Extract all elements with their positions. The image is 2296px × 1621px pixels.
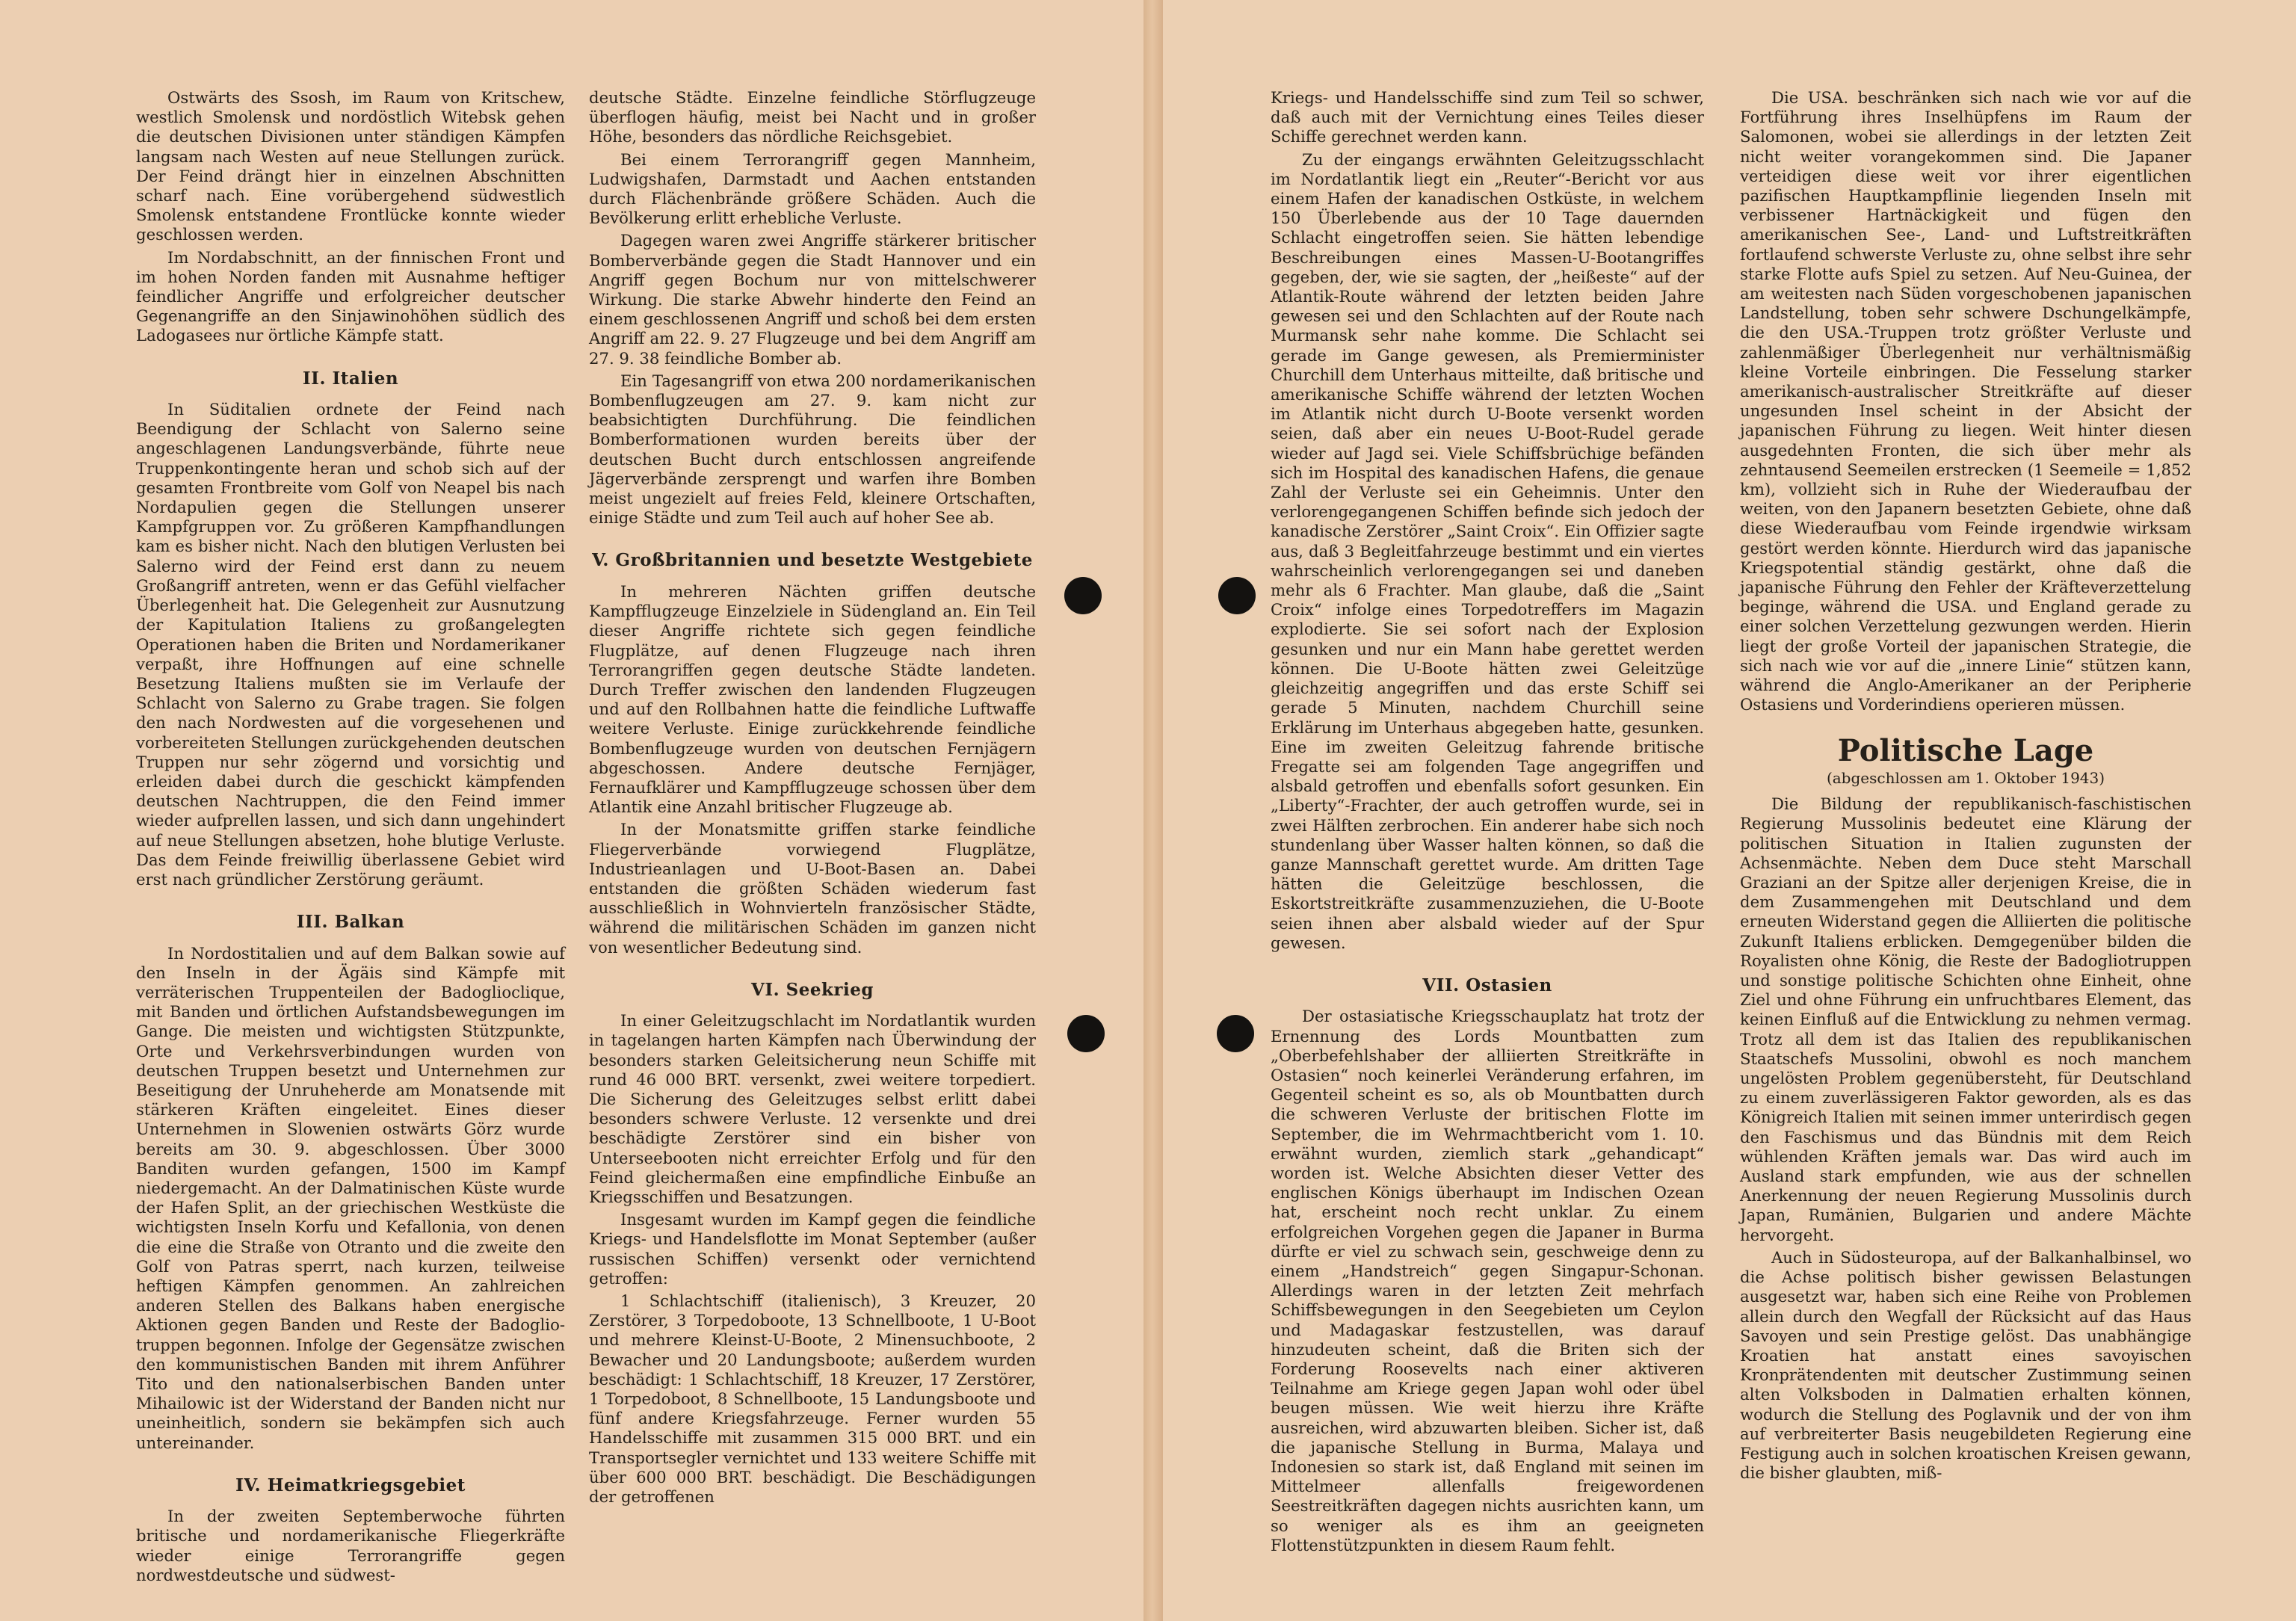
section-heading-ostasien: VII. Ostasien: [1422, 975, 1552, 995]
punch-hole: [1218, 577, 1256, 614]
paragraph: Zu der eingangs erwähnten Geleitzugsschlacht im Nordatlantik liegt ein „Reuter“-Bericht vor aus einem Hafen der kanadischen Ostküste, in welchem 150 Überlebende aus der 10 Tage dauernden Schlacht eingetroffen seien. Sie hätten lebendige Beschreibungen eines Massen-U-Bootangriffes gegeben, der, wie sie sagten, der „heißeste“ auf der Atlantik-Route während der letzten beiden Jahre gewesen sei und den Schlachten auf der Route nach Murmansk sehr nahe komme. Die Schlacht sei gerade im Gange gewesen, als Premierminister Churchill dem Unterhaus mitteilte, daß britische und amerikanische Schiffe während der letzten Wochen im Atlantik nicht durch U-Boote versenkt worden seien, daß aber ein neues U-Boot-Rudel gerade wieder auf Jagd sei. Viele Schiffsbrüchige befänden sich im Hospital des kanadischen Hafens, die genaue Zahl der Verluste sei ein Geheimnis. Unter den verlorengegangenen Schiffen befinde sich jedoch der kanadische Zerstörer „Saint Croix“. Ein Offizier sagte aus, daß 3 Begleitfahrzeuge bestimmt und ein viertes wahrscheinlich verlorengegangen sei und daneben mehr als 6 Frachter. Man glaube, daß die „Saint Croix“ infolge eines Torpedotreffers im Magazin explodierte. Sie sei sofort nach der Explosion gesunken und nur ein Mann habe gerettet werden können. Die U-Boote hätten zwei Geleitzüge gleichzeitig angegriffen und das erste Schiff sei gerade 5 Minuten, nachdem Churchill seine Erklärung im Unterhaus abgegeben hatte, gesunken. Eine im zweiten Geleitzug fahrende britische Fregatte sei am folgenden Tage angegriffen und alsbald getroffen und ebenfalls sofort gesunken. Ein „Liberty“-Frachter, der auch getroffen wurde, sei in zwei Hälften zerbrochen. Ein anderer habe sich noch stundenlang über Wasser halten können, so daß die ganze Mannschaft gerettet wurde. Am dritten Tage hätten die Geleitzüge beschlossen, die Eskortstreitkräfte zusammenzuziehen, die U-Boote seien ihnen aber alsbald wieder auf der Spur gewesen.: [1271, 149, 1705, 952]
column-2: [589, 88, 1036, 1507]
section-heading-seekrieg: VI. Seekrieg: [750, 979, 874, 1000]
punch-hole: [1064, 577, 1102, 614]
section-heading-heimatkriegsgebiet: IV. Heimatkriegsgebiet: [235, 1475, 466, 1495]
paragraph: In einer Geleitzugschlacht im Nordatlantik wurden in tagelangen harten Kämpfen nach Überwindung der besonders starken Geleitsicherung neun Schiffe mit rund 46 000 BRT. versenkt, zwei weitere torpediert. Die Sicherung des Geleitzuges selbst erlitt dabei besonders schwere Verluste. 12 versenkte und drei beschädigte Zerstörer sind ein bisher von Unterseebooten nicht erreichter Erfolg und für den Feind gleichermaßen eine empfindliche Einbuße an Kriegsschiffen und Besatzungen.: [589, 1011, 1036, 1206]
left-page: [0, 0, 1144, 1621]
paragraph: Ein Tagesangriff von etwa 200 nordamerikanischen Bombenflugzeugen am 27. 9. kam nicht zur beabsichtigten Durchführung. Die feindlichen Bomberformationen wurden bereits über der deutschen Bucht durch entschlossen angreifende Jägerverbände zersprengt und warfen ihre Bomben meist ungezielt auf freies Feld, kleinere Ortschaften, einige Städte und zum Teil auch auf hoher See ab.: [589, 371, 1036, 528]
paragraph: In Süditalien ordnete der Feind nach Beendigung der Schlacht von Salerno seine angeschlagenen Landungsverbände, führte neue Truppenkontingente heran und schob sich auf der gesamten Frontbreite vom Golf von Neapel bis nach Nordapulien gegen die Stellungen unserer Kampfgruppen vor. Zu größeren Kampfhandlungen kam es bisher nicht. Nach den blutigen Verlusten bei Salerno wird der Feind erst dann zu neuem Großangriff antreten, wenn er das Gefühl vielfacher Überlegenheit hat. Die Gelegenheit zur Ausnutzung der Kapitulation Italiens zu großangelegten Operationen haben die Briten und Nordamerikaner verpaßt, ihre Hoffnungen auf eine schnelle Besetzung Italiens mußten sie im Verlaufe der Schlacht von Salerno zu Grabe tragen. Sie folgen den nach Nordwesten auf die vorgesehenen und vorbereiteten Stellungen zurückgehenden deutschen Truppen nur sehr zögernd und vorsichtig und erleiden dabei durch die geschickt kämpfenden deutschen Nachtruppen, die den Feind immer wieder aufprellen lassen, und sich dann ungehindert auf neue Stellungen absetzen, hohe blutige Verluste. Das dem Feinde freiwillig überlassene Gebiet wird erst nach gründlicher Zerstörung geräumt.: [136, 400, 565, 889]
paragraph: Kriegs- und Handelsschiffe sind zum Teil so schwer, daß auch mit der Vernichtung eines Teiles dieser Schiffe gerechnet werden kann.: [1271, 88, 1704, 146]
paragraph: Die USA. beschränken sich nach wie vor auf die Fortführung ihres Inselhüpfens im Raum der Salomonen, wobei sie allerdings in der letzten Zeit nicht weiter vorangekommen sind. Die Japaner verteidigen diese weit vor ihrer eigentlichen pazifischen Hauptkampflinie liegenden Inseln mit verbissener Hartnäckigkeit und fügen den amerikanischen See-, Land- und Luftstreitkräften fortlaufend schwerste Verluste zu, ohne selbst ihre sehr starke Flotte aufs Spiel zu setzen. Auf Neu-Guinea, der am weitesten nach Süden vorgeschobenen japanischen Landstellung, toben sehr schwere Dschungelkämpfe, die den USA.-Truppen trotz größter Verluste und zahlenmäßiger Überlegenheit nur verhältnismäßig kleine Vorteile einbringen. Die Fesselung starker amerikanisch-australischer Streitkräfte auf dieser ungesunden Insel scheint in der Absicht der japanischen Führung zu liegen. Weit hinter diesen ausgedehnten Fronten, die sich über mehr als zehntausend Seemeilen erstrecken (1 Seemeile = 1,852 km), vollzieht sich in Ruhe der Wiederaufbau der weiten, von den Japanern besetzten Gebiete, ohne daß diese Wiederaufbau vom Feinde irgendwie wirksam gestört werden könnte. Hierdurch wird das japanische Kriegspotential ständig gestärkt, ohne daß die japanische Führung den Fehler der Kräfteverzettelung beginge, während die USA. und England gerade zu einer solchen Verzettelung gezwungen werden. Hierin liegt der große Vorteil der japanischen Strategie, die sich nach wie vor auf die „innere Linie“ stützen kann, während die Anglo-Amerikaner an der Peripherie Ostasiens und Vorderindiens operieren müssen.: [1740, 88, 2191, 714]
paragraph: Dagegen waren zwei Angriffe stärkerer britischer Bomberverbände gegen die Stadt Hannover und ein Angriff gegen Bochum nur von mittelschwerer Wirkung. Die starke Abwehr hinderte den Feind an einem geschlossenen Angriff und schoß bei dem ersten Angriff am 22. 9. 27 Flugzeuge und bei dem Angriff am 27. 9. 38 feindliche Bomber ab.: [589, 231, 1036, 368]
section-subheading-date: (abgeschlossen am 1. Oktober 1943): [1826, 768, 2105, 787]
paragraph: Insgesamt wurden im Kampf gegen die feindliche Kriegs- und Handelsflotte im Monat September (außer russischen Schiffen) versenkt oder vernichtend getroffen:: [589, 1210, 1036, 1288]
paragraph: Bei einem Terrorangriff gegen Mannheim, Ludwigshafen, Darmstadt und Aachen entstanden durch Flächenbrände größere Schäden. Auch die Bevölkerung erlitt erhebliche Verluste.: [589, 149, 1036, 228]
paragraph: In der Monatsmitte griffen starke feindliche Fliegerverbände vorwiegend Flugplätze, Industrieanlagen und U-Boot-Basen an. Dabei entstanden die größten Schäden wiederum fast ausschließlich in Wohnvierteln französischer Städte, während die militärischen Schäden im ganzen nicht von wesentlicher Bedeutung sind.: [589, 820, 1036, 957]
paragraph: In der zweiten Septemberwoche führten britische und nordamerikanische Fliegerkräfte wieder einige Terrorangriffe gegen nordwestdeutsche und südwest-: [136, 1507, 565, 1584]
page-fold: [1144, 0, 1163, 1621]
paragraph: Ostwärts des Ssosh, im Raum von Kritschew, westlich Smolensk und nordöstlich Witebsk gehen die deutschen Divisionen unter ständigen Kämpfen langsam nach Westen auf neue Stellungen zurück. Der Feind drängt hier in einzelnen Abschnitten scharf nach. Eine vorübergehend südwestlich Smolensk entstandene Frontlücke konnte wieder geschlossen werden.: [136, 88, 565, 244]
column-1: [136, 88, 565, 1585]
column-4: [1740, 88, 2191, 1483]
column-3: [1271, 88, 1704, 1555]
paragraph: In Nordostitalien und auf dem Balkan sowie auf den Inseln in der Ägäis sind Kämpfe mit verräterischen Truppenteilen der Badoglioclique, mit Banden und örtlichen Aufstandsbewegungen im Gange. Die meisten und wichtigsten Stützpunkte, Orte und Verkehrsverbindungen wurden von deutschen Truppen besetzt und Unternehmen zur Beseitigung der Unruheherde am Monatsende mit stärkeren Kräften eingeleitet. Eines dieser Unternehmen in Slowenien ostwärts Görz wurde bereits am 30. 9. abgeschlossen. Über 3000 Banditen wurden gefangen, 1500 im Kampf niedergemacht. An der Dalmatinischen Küste wurde der Hafen Split, an der griechischen Westküste die wichtigsten Inseln Korfu und Kefallonia, von denen die eine die Straße von Otranto und die zweite den Golf von Patras sperrt, nach kurzen, teilweise heftigen Kämpfen genommen. An zahlreichen anderen Stellen des Balkans haben energische Aktionen gegen Banden und Reste der Badoglio-truppen begonnen. Infolge der Gegensätze zwischen den kommunistischen Banden mit ihrem Anführer Tito und den nationalserbischen Banden unter Mihailowic ist der Widerstand der Banden nicht nur uneinheitlich, sondern sie bekämpfen sich auch untereinander.: [136, 943, 565, 1452]
paragraph: 1 Schlachtschiff (italienisch), 3 Kreuzer, 20 Zerstörer, 3 Torpedoboote, 13 Schnellboote, 1 U-Boot und mehrere Kleinst-U-Boote, 2 Minensuchboote, 2 Bewacher und 20 Landungsboote; außerdem wurden beschädigt: 1 Schlachtschiff, 18 Kreuzer, 17 Zerstörer, 1 Torpedoboot, 8 Schnellboote, 15 Landungsboote und fünf andere Kriegsfahrzeuge. Ferner wurden 55 Handelsschiffe mit zusammen 315 000 BRT. und ein Transportsegler vernichtet und 133 weitere Schiffe mit über 600 000 BRT. beschädigt. Die Beschädigungen der getroffenen: [589, 1291, 1036, 1507]
paragraph: deutsche Städte. Einzelne feindliche Störflugzeuge überflogen häufig, meist bei Nacht und in großer Höhe, besonders das nördliche Reichsgebiet.: [589, 88, 1036, 146]
punch-hole: [1067, 1015, 1105, 1052]
section-heading-balkan: III. Balkan: [296, 912, 405, 933]
paragraph: Im Nordabschnitt, an der finnischen Front und im hohen Norden fanden mit Ausnahme heftiger feindlicher Angriffe und erfolgreicher deutscher Gegenangriffe an den Sinjawinohöhen südlich des Ladogasees nur örtliche Kämpfe statt.: [136, 247, 565, 345]
section-heading-grossbritannien: V. Großbritannien und besetzte Westgebiete: [592, 550, 1033, 571]
paragraph: Der ostasiatische Kriegsschauplatz hat trotz der Ernennung des Lords Mountbatten zum „Oberbefehlshaber der alliierten Streitkräfte in Ostasien“ noch keinerlei Veränderung erfahren, im Gegenteil scheint es so, als ob Mountbatten durch die schweren Verluste der britischen Flotte im September, die im Wehrmachtbericht vom 1. 10. erwähnt wurden, ziemlich stark „gehandicapt“ worden ist. Welche Absichten dieser Vetter des englischen Königs überhaupt im Indischen Ozean hat, erscheint noch recht unklar. Zu einem erfolgreichen Vorgehen gegen die Japaner in Burma dürfte er viel zu schwach sein, geschweige denn zu einem „Handstreich“ gegen Singapur-Schonan. Allerdings waren in der letzten Zeit mehrfach Schiffsbewegungen in den Seegebieten um Ceylon und Madagaskar festzustellen, was darauf hinzudeuten scheint, daß die Briten sich der Forderung Roosevelts nach einer aktiveren Teilnahme am Kriege gegen Japan wohl oder übel beugen müssen. Wie weit hierzu ihre Kräfte ausreichen, wird abzuwarten bleiben. Sicher ist, daß die japanische Stellung in Burma, Malaya und Indonesien so stark ist, daß England mit seinen im Mittelmeer allenfalls freigewordenen Seestreitkräften dagegen nichts ausrichten kann, um so weniger als es ihm an geeigneten Flottenstützpunkten in diesem Raum fehlt.: [1271, 1007, 1704, 1554]
paragraph: Die Bildung der republikanisch-faschistischen Regierung Mussolinis bedeutet eine Klärung der politischen Situation in Italien zugunsten der Achsenmächte. Neben dem Duce steht Marschall Graziani an der Spitze aller derjenigen Kreise, die in dem Zusammengehen mit Deutschland und dem erneuten Widerstand gegen die Alliierten die politische Zukunft Italiens erblicken. Demgegenüber bilden die Royalisten ohne König, die Reste der Badogliotruppen und sonstige politische Schichten ohne Einheit, ohne Ziel und ohne Führung ein unfruchtbares Element, das keinen Einfluß auf die Entwicklung zu nehmen vermag. Trotz all dem ist das Italien des republikanischen Staatschefs Mussolini, obwohl es noch manchem ungelösten Problem gegenübersteht, für Deutschland zu einem zuverlässigeren Faktor geworden, als es das Königreich Italien mit seinen immer unterirdisch gegen den Faschismus und das Bündnis mit dem Reich wühlenden Kräften jemals war. Das wird auch im Ausland stark empfunden, wie aus der schnellen Anerkennung der neuen Regierung Mussolinis durch Japan, Rumänien, Bulgarien und andere Mächte hervorgeht.: [1740, 794, 2191, 1244]
paragraph: Auch in Südosteuropa, auf der Balkanhalbinsel, wo die Achse politisch bisher gewissen Belastungen ausgesetzt war, haben sich eine Reihe von Problemen allein durch den Wegfall der Rücksicht auf das Haus Savoyen und sein Prestige gelöst. Das unabhängige Kroatien hat anstatt eines savoyischen Kronprätendenten mit deutscher Zustimmung seinen alten Volksboden in Dalmatien erhalten können, wodurch die Stellung des Poglavnik und der von ihm auf verbreiterter Basis neugebildeten Regierung eine Festigung auch in solchen kroatischen Kreisen gewann, die bisher glaubten, miß-: [1740, 1247, 2191, 1483]
paragraph: In mehreren Nächten griffen deutsche Kampfflugzeuge Einzelziele in Südengland an. Ein Teil dieser Angriffe richtete sich gegen feindliche Flugplätze, auf denen Flugzeuge nach ihren Terrorangriffen gegen deutsche Städte landeten. Durch Treffer zwischen den landenden Flugzeugen und auf den Rollbahnen hatte die feindliche Luftwaffe weitere Verluste. Einige zurückkehrende feindliche Bombenflugzeuge wurden von deutschen Fernjägern abgeschossen. Andere deutsche Fernjäger, Fernaufklärer und Kampfflugzeuge schossen über dem Atlantik eine Anzahl britischer Flugzeuge ab.: [589, 581, 1036, 817]
section-heading-politische-lage: Politische Lage: [1837, 732, 2094, 768]
punch-hole: [1217, 1015, 1254, 1052]
section-heading-italien: II. Italien: [302, 368, 399, 389]
